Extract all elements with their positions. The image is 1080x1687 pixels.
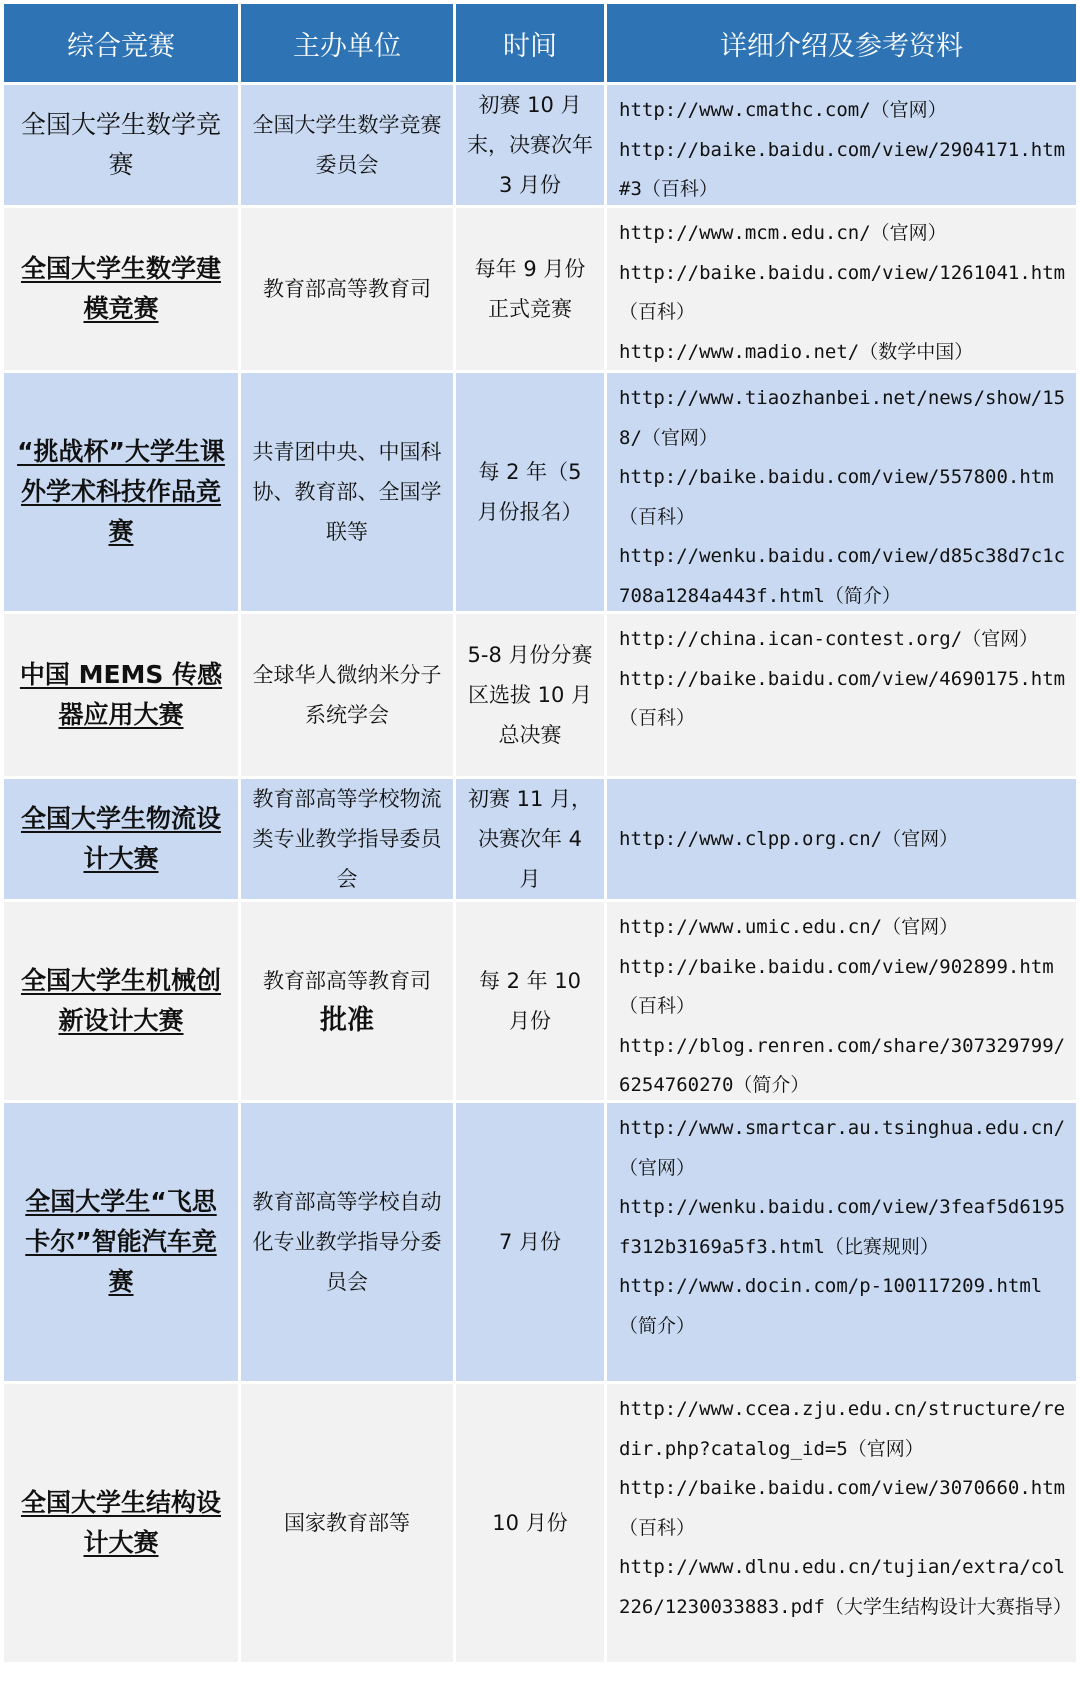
- reference-link[interactable]: http://www.cmathc.com/（官网）: [619, 99, 947, 121]
- reference-cell: [607, 208, 1076, 370]
- time-text: 初赛 11 月，决赛次年 4 月: [467, 787, 593, 891]
- time-cell: [456, 85, 604, 205]
- header-organizer: 主办单位: [241, 4, 453, 82]
- reference-cell: [607, 1103, 1076, 1381]
- time-text: 每 2 年（5 月份报名）: [477, 460, 583, 524]
- time-cell: [456, 208, 604, 370]
- reference-link[interactable]: http://www.ccea.zju.edu.cn/structure/redir.php?catalog_id=5（官网）: [619, 1398, 1066, 1460]
- time-cell: [456, 1103, 604, 1381]
- organizer-cell: [241, 85, 453, 205]
- row-name-cell: [4, 373, 238, 611]
- row-name-cell: [4, 208, 238, 370]
- competition-name-link[interactable]: 全国大学生物流设计大赛: [20, 804, 221, 873]
- reference-cell: [607, 902, 1076, 1100]
- reference-cell: [607, 614, 1076, 776]
- reference-link[interactable]: http://www.clpp.org.cn/（官网）: [619, 828, 959, 851]
- reference-link[interactable]: http://www.umic.edu.cn/（官网）: [619, 916, 959, 938]
- organizer-cell: [241, 1384, 453, 1662]
- header-time: 时间: [456, 4, 604, 82]
- time-text: 每年 9 月份正式竞赛: [474, 257, 586, 321]
- time-cell: [456, 902, 604, 1100]
- reference-cell: [607, 779, 1076, 899]
- row-name-cell: [4, 902, 238, 1100]
- organizer-text: 教育部高等学校物流类专业教学指导委员会: [252, 787, 442, 891]
- organizer-text: 教育部高等教育司: [263, 969, 431, 993]
- reference-link[interactable]: http://wenku.baidu.com/view/d85c38d7c1c708a1284a443f.html（简介）: [619, 545, 1066, 607]
- time-cell: [456, 1384, 604, 1662]
- reference-link[interactable]: http://baike.baidu.com/view/2904171.htm#3（百科）: [619, 138, 1066, 200]
- competition-name: 全国大学生数学竞赛: [20, 110, 221, 179]
- time-cell: [456, 614, 604, 776]
- reference-link[interactable]: http://baike.baidu.com/view/3070660.htm（百科）: [619, 1477, 1066, 1539]
- competition-table: [4, 4, 1076, 1662]
- reference-cell: [607, 85, 1076, 205]
- time-text: 每 2 年 10 月份: [478, 969, 582, 1033]
- organizer-cell: [241, 902, 453, 1100]
- reference-link[interactable]: http://baike.baidu.com/view/902899.htm（百科）: [619, 955, 1054, 1017]
- organizer-cell: [241, 373, 453, 611]
- reference-link[interactable]: http://www.madio.net/（数学中国）: [619, 340, 974, 363]
- reference-link[interactable]: http://www.mcm.edu.cn/（官网）: [619, 222, 947, 244]
- header-competition: 综合竞赛: [4, 4, 238, 82]
- time-text: 7 月份: [498, 1230, 562, 1254]
- competition-name-link[interactable]: 全国大学生“飞思卡尔”智能汽车竞赛: [25, 1187, 217, 1296]
- reference-link[interactable]: http://www.dlnu.edu.cn/tujian/extra/col226/1230033883.pdf（大学生结构设计大赛指导）: [619, 1556, 1072, 1618]
- competition-name-link[interactable]: 全国大学生结构设计大赛: [20, 1488, 221, 1557]
- organizer-text: 教育部高等学校自动化专业教学指导分委员会: [252, 1190, 442, 1294]
- reference-link[interactable]: http://baike.baidu.com/view/4690175.htm（百科）: [619, 667, 1066, 729]
- reference-link[interactable]: http://blog.renren.com/share/307329799/6254760270（简介）: [619, 1034, 1066, 1096]
- organizer-cell: [241, 614, 453, 776]
- organizer-cell: [241, 1103, 453, 1381]
- row-name-cell: [4, 779, 238, 899]
- reference-link[interactable]: http://china.ican-contest.org/（官网）: [619, 628, 1039, 650]
- row-name-cell: [4, 614, 238, 776]
- organizer-text: 教育部高等教育司: [263, 277, 431, 301]
- organizer-text: 全国大学生数学竞赛委员会: [252, 113, 442, 177]
- reference-link[interactable]: http://wenku.baidu.com/view/3feaf5d6195f312b3169a5f3.html（比赛规则）: [619, 1196, 1066, 1258]
- time-text: 初赛 10 月末，决赛次年 3 月份: [467, 93, 593, 197]
- reference-link[interactable]: http://baike.baidu.com/view/557800.htm（百科）: [619, 466, 1054, 528]
- row-name-cell: [4, 1384, 238, 1662]
- header-details: 详细介绍及参考资料: [607, 4, 1076, 82]
- competition-name-link[interactable]: 中国 MEMS 传感器应用大赛: [19, 660, 223, 729]
- organizer-approval-note: 批准: [320, 1005, 374, 1036]
- reference-link[interactable]: http://www.tiaozhanbei.net/news/show/158/（官网）: [619, 387, 1066, 449]
- organizer-cell: [241, 208, 453, 370]
- row-name-cell: [4, 85, 238, 205]
- competition-name-link[interactable]: 全国大学生机械创新设计大赛: [20, 966, 221, 1035]
- row-name-cell: [4, 1103, 238, 1381]
- competition-name-link[interactable]: 全国大学生数学建模竞赛: [20, 254, 221, 323]
- reference-cell: [607, 1384, 1076, 1662]
- organizer-text: 全球华人微纳米分子系统学会: [252, 663, 442, 727]
- time-text: 5-8 月份分赛区选拔 10 月总决赛: [467, 643, 593, 747]
- reference-link[interactable]: http://www.smartcar.au.tsinghua.edu.cn/（官网）: [619, 1117, 1066, 1179]
- reference-link[interactable]: http://www.docin.com/p-100117209.html（简介）: [619, 1275, 1043, 1337]
- organizer-cell: [241, 779, 453, 899]
- reference-link[interactable]: http://baike.baidu.com/view/1261041.htm（百科）: [619, 261, 1066, 323]
- organizer-text: 国家教育部等: [284, 1511, 410, 1535]
- reference-cell: [607, 373, 1076, 611]
- time-cell: [456, 779, 604, 899]
- competition-name-link[interactable]: “挑战杯”大学生课外学术科技作品竞赛: [17, 437, 225, 546]
- time-text: 10 月份: [492, 1511, 568, 1535]
- organizer-text: 共青团中央、中国科协、教育部、全国学联等: [252, 440, 442, 544]
- time-cell: [456, 373, 604, 611]
